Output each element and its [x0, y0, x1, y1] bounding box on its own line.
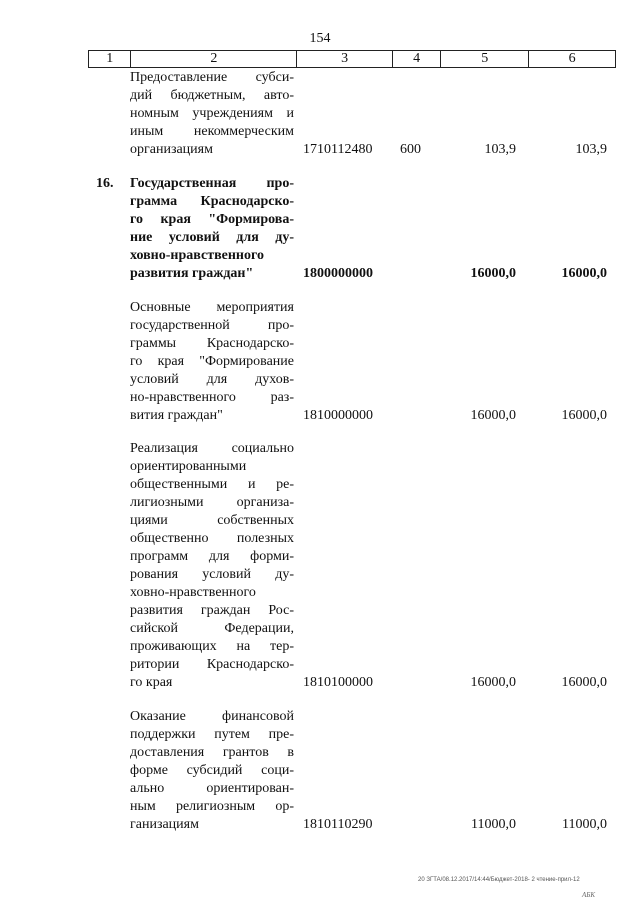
row-value-2019: 16000,0 — [561, 266, 607, 281]
description-line: ально ориентирован- — [130, 781, 294, 796]
description-line: программ для форми- — [130, 549, 294, 564]
description-line: общественными и ре- — [130, 477, 294, 492]
description-line: ховно-нравственного — [130, 585, 256, 600]
row-value-2018: 103,9 — [484, 142, 516, 157]
header-col-5: 5 — [441, 51, 529, 67]
description-line: циями собственных — [130, 513, 294, 528]
header-col-3: 3 — [297, 51, 393, 67]
description-line: Государственная про- — [130, 176, 294, 191]
description-line: общественно полезных — [130, 531, 294, 546]
header-col-6: 6 — [568, 51, 576, 66]
page-number: 154 — [309, 31, 331, 46]
row-number: 16. — [96, 176, 114, 191]
row-value-2018: 16000,0 — [470, 675, 516, 690]
description-line: Оказание финансовой — [130, 709, 294, 724]
description-line: грамма Краснодарско- — [130, 194, 294, 209]
description-line: организациям — [130, 142, 213, 157]
description-line: условий для духов- — [130, 372, 294, 387]
description-line: Реализация социально — [130, 441, 294, 456]
description-line: го края — [130, 675, 173, 690]
description-line: вития граждан" — [130, 408, 223, 423]
row-code: 1710112480 — [303, 142, 373, 157]
description-line: Предоставление субси- — [130, 70, 294, 85]
description-line: иным некоммерческим — [130, 124, 294, 139]
description-line: ховно-нравственного — [130, 248, 264, 263]
description-line: го края "Формирование — [130, 354, 294, 369]
description-line: государственной про- — [130, 318, 294, 333]
row-description — [130, 69, 294, 159]
row-description — [130, 299, 294, 425]
description-line: ным религиозным ор- — [130, 799, 294, 814]
signature-initials: АБК — [582, 891, 596, 899]
description-line: проживающих на тер- — [130, 639, 294, 654]
row-code: 1810110290 — [303, 817, 373, 832]
row-value-2019: 16000,0 — [561, 675, 607, 690]
description-line: форме субсидий соци- — [130, 763, 294, 778]
row-expense-type: 600 — [400, 142, 421, 157]
description-line: поддержки путем пре- — [130, 727, 294, 742]
document-footer: 20 ЗГТА/08.12.2017/14:44/Бюджет-2018- 2 чтение-прил-12 — [418, 877, 580, 883]
row-code: 1810000000 — [303, 408, 373, 423]
row-description — [130, 708, 294, 834]
row-value-2018: 16000,0 — [470, 408, 516, 423]
header-col-1: 1 — [89, 51, 131, 67]
row-value-2018: 11000,0 — [471, 817, 516, 832]
table-header — [88, 50, 616, 68]
description-line: развития граждан" — [130, 266, 254, 281]
description-line: сийской Федерации, — [130, 621, 294, 636]
description-line: дий бюджетным, авто- — [130, 88, 294, 103]
description-line: ганизациям — [130, 817, 199, 832]
description-line: го края "Формирова- — [130, 212, 294, 227]
description-line: лигиозными организа- — [130, 495, 294, 510]
description-line: ние условий для ду- — [130, 230, 294, 245]
row-code: 1800000000 — [303, 266, 373, 281]
row-description — [130, 175, 294, 283]
description-line: граммы Краснодарско- — [130, 336, 294, 351]
description-line: доставления грантов в — [130, 745, 294, 760]
row-value-2018: 16000,0 — [470, 266, 516, 281]
row-value-2019: 11000,0 — [562, 817, 607, 832]
description-line: рования условий ду- — [130, 567, 294, 582]
row-value-2019: 16000,0 — [561, 408, 607, 423]
header-col-4: 4 — [393, 51, 441, 67]
row-value-2019: 103,9 — [575, 142, 607, 157]
row-code: 1810100000 — [303, 675, 373, 690]
description-line: ритории Краснодарско- — [130, 657, 294, 672]
description-line: но-нравственного раз- — [130, 390, 294, 405]
header-col-2: 2 — [131, 51, 297, 67]
row-description — [130, 440, 294, 692]
description-line: развития граждан Рос- — [130, 603, 294, 618]
description-line: Основные мероприятия — [130, 300, 294, 315]
description-line: ориентированными — [130, 459, 247, 474]
description-line: номным учреждениям и — [130, 106, 294, 121]
